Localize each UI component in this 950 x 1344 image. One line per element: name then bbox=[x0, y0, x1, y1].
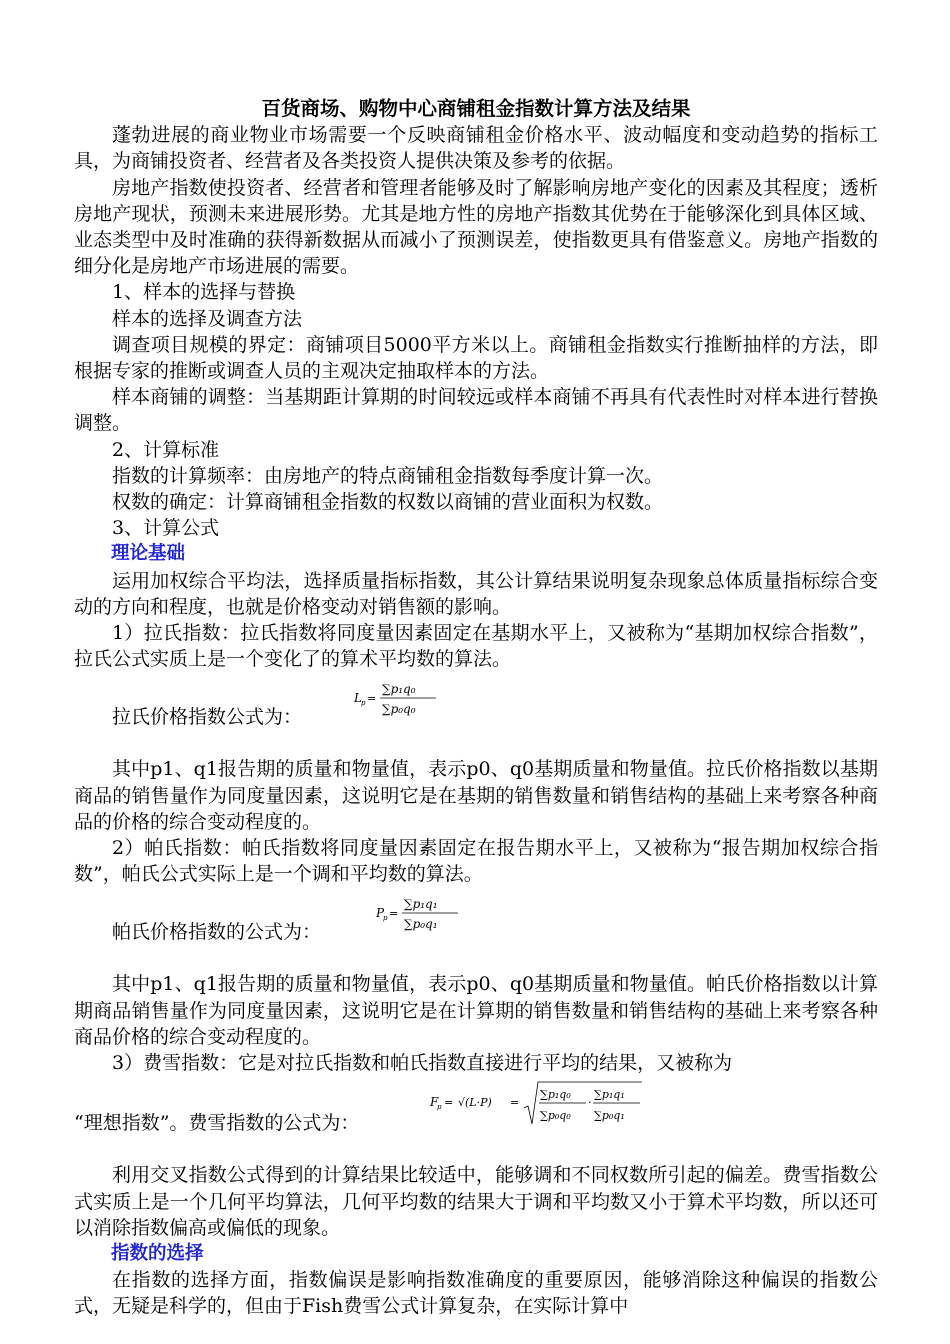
heading-index-choice: 指数的选择 bbox=[111, 1242, 204, 1264]
paasche-lhs-sub: p bbox=[383, 914, 388, 923]
page-title: 百货商场、购物中心商铺租金指数计算方法及结果 bbox=[261, 97, 691, 120]
section-heading-formula: 3、计算公式 bbox=[112, 517, 220, 540]
laspeyres-lhs-sub: p bbox=[361, 699, 366, 708]
svg-text:=: = bbox=[444, 1096, 454, 1110]
paragraph-frequency: 指数的计算频率：由房地产的特点商铺租金指数每季度计算一次。 bbox=[112, 464, 664, 487]
paragraph-laspeyres: 1）拉氏指数：拉氏指数将同度量因素固定在基期水平上，又被称为“基期加权综合指数”，拉氏公式实质上是一个变化了的算术平均数的算法。 bbox=[74, 622, 878, 671]
svg-text:·: · bbox=[588, 1096, 592, 1110]
laspeyres-formula-row bbox=[74, 672, 878, 730]
fisher-middle: √(L·P) bbox=[458, 1096, 492, 1110]
laspeyres-lhs: L bbox=[354, 691, 362, 706]
paragraph-theory: 运用加权综合平均法，选择质量指标指数，其公计算结果说明复杂现象总体质量指标综合变动的方向和程度，也就是价格变动对销售额的影响。 bbox=[74, 569, 878, 618]
svg-text:=: = bbox=[389, 907, 399, 921]
paragraph-weights: 权数的确定：计算商铺租金指数的权数以商铺的营业面积为权数。 bbox=[112, 491, 664, 514]
paragraph-sample-scope: 调查项目规模的界定：商铺项目5000平方米以上。商铺租金指数实行推断抽样的方法，即根据专家的推断或调查人员的主观决定抽取样本的方法。 bbox=[74, 333, 878, 383]
laspeyres-denominator: ∑p₀q₀ bbox=[382, 702, 416, 717]
paasche-formula-row bbox=[74, 887, 878, 945]
svg-text:=: = bbox=[367, 692, 377, 706]
paragraph-laspeyres-explain: 其中p1、q1报告期的质量和物量值，表示p0、q0基期质量和物量值。拉氏价格指数以基期商品的销售量作为同度量因素，这说明它是在基期的销售数量和销售结构的基础上来考察各种商品的价格的综合变动程度的。 bbox=[74, 758, 878, 833]
laspeyres-formula bbox=[352, 676, 442, 720]
paasche-numerator: ∑p₁q₁ bbox=[404, 897, 438, 912]
paragraph-intro-1: 蓬勃进展的商业物业市场需要一个反映商铺租金价格水平、波动幅度和变动趋势的指标工具，为商铺投资者、经营者及各类投资人提供决策及参考的依据。 bbox=[74, 124, 878, 173]
paragraph-intro-2: 房地产指数使投资者、经营者和管理者能够及时了解影响房地产变化的因素及其程度；透析房地产现状，预测未来进展形势。尤其是地方性的房地产指数其优势在于能够深化到具体区域、业态类型中及时准确的获得新数据从而减小了预测误差，使指数更具有借鉴意义。房地产指数的细分化是房地产市场进展的需要。 bbox=[74, 176, 878, 278]
fisher-lhs-sub: p bbox=[437, 1103, 442, 1112]
fisher-lhs: F bbox=[430, 1095, 439, 1110]
paragraph-fisher-explain: 利用交叉指数公式得到的计算结果比较适中，能够调和不同权数所引起的偏差。费雪指数公式实质上是一个几何平均算法，几何平均数的结果大于调和平均数又小于算术平均数，所以还可以消除指数偏高或偏低的现象。 bbox=[74, 1164, 878, 1239]
fisher-denominator-2: ∑p₀q₁ bbox=[594, 1109, 625, 1123]
fisher-numerator-2: ∑p₁q₁ bbox=[594, 1088, 625, 1102]
paasche-formula bbox=[374, 891, 464, 935]
heading-theory: 理论基础 bbox=[111, 543, 186, 565]
svg-text:=: = bbox=[510, 1096, 520, 1110]
paragraph-paasche: 2）帕氏指数：帕氏指数将同度量因素固定在报告期水平上，又被称为“报告期加权综合指数”，帕氏公式实际上是一个调和平均数的算法。 bbox=[74, 837, 878, 886]
section-heading-sample: 1、样本的选择与替换 bbox=[112, 281, 296, 304]
section-heading-standard: 2、计算标准 bbox=[112, 438, 220, 461]
fisher-formula bbox=[428, 1078, 648, 1128]
fisher-formula-label: “理想指数”。费雪指数的公式为： bbox=[74, 1112, 360, 1135]
subheading-sample-method: 样本的选择及调查方法 bbox=[112, 307, 303, 330]
paasche-formula-label: 帕氏价格指数的公式为： bbox=[112, 921, 322, 944]
laspeyres-numerator: ∑p₁q₀ bbox=[382, 682, 416, 697]
paasche-denominator: ∑p₀q₁ bbox=[404, 917, 438, 932]
paasche-lhs: P bbox=[376, 906, 385, 921]
paragraph-sample-adjust: 样本商铺的调整：当基期距计算期的时间较远或样本商铺不再具有代表性时对样本进行替换调整。 bbox=[74, 386, 878, 435]
fisher-formula-row bbox=[74, 1076, 878, 1136]
laspeyres-formula-label: 拉氏价格指数公式为： bbox=[112, 706, 303, 729]
paragraph-fisher: 3）费雪指数：它是对拉氏指数和帕氏指数直接进行平均的结果，又被称为 bbox=[112, 1052, 733, 1075]
document-body bbox=[74, 96, 878, 1320]
paragraph-paasche-explain: 其中p1、q1报告期的质量和物量值，表示p0、q0基期质量和物量值。帕氏价格指数以计算期商品销售量作为同度量因素，这说明它是在计算期的销售数量和销售结构的基础上来考察各种商品价格的综合变动程度的。 bbox=[74, 973, 878, 1048]
fisher-denominator-1: ∑p₀q₀ bbox=[540, 1109, 571, 1123]
paragraph-index-choice: 在指数的选择方面，指数偏误是影响指数准确度的重要原因，能够消除这种偏误的指数公式，无疑是科学的，但由于Fish费雪公式计算复杂，在实际计算中 bbox=[74, 1269, 878, 1318]
fisher-numerator-1: ∑p₁q₀ bbox=[540, 1088, 571, 1102]
